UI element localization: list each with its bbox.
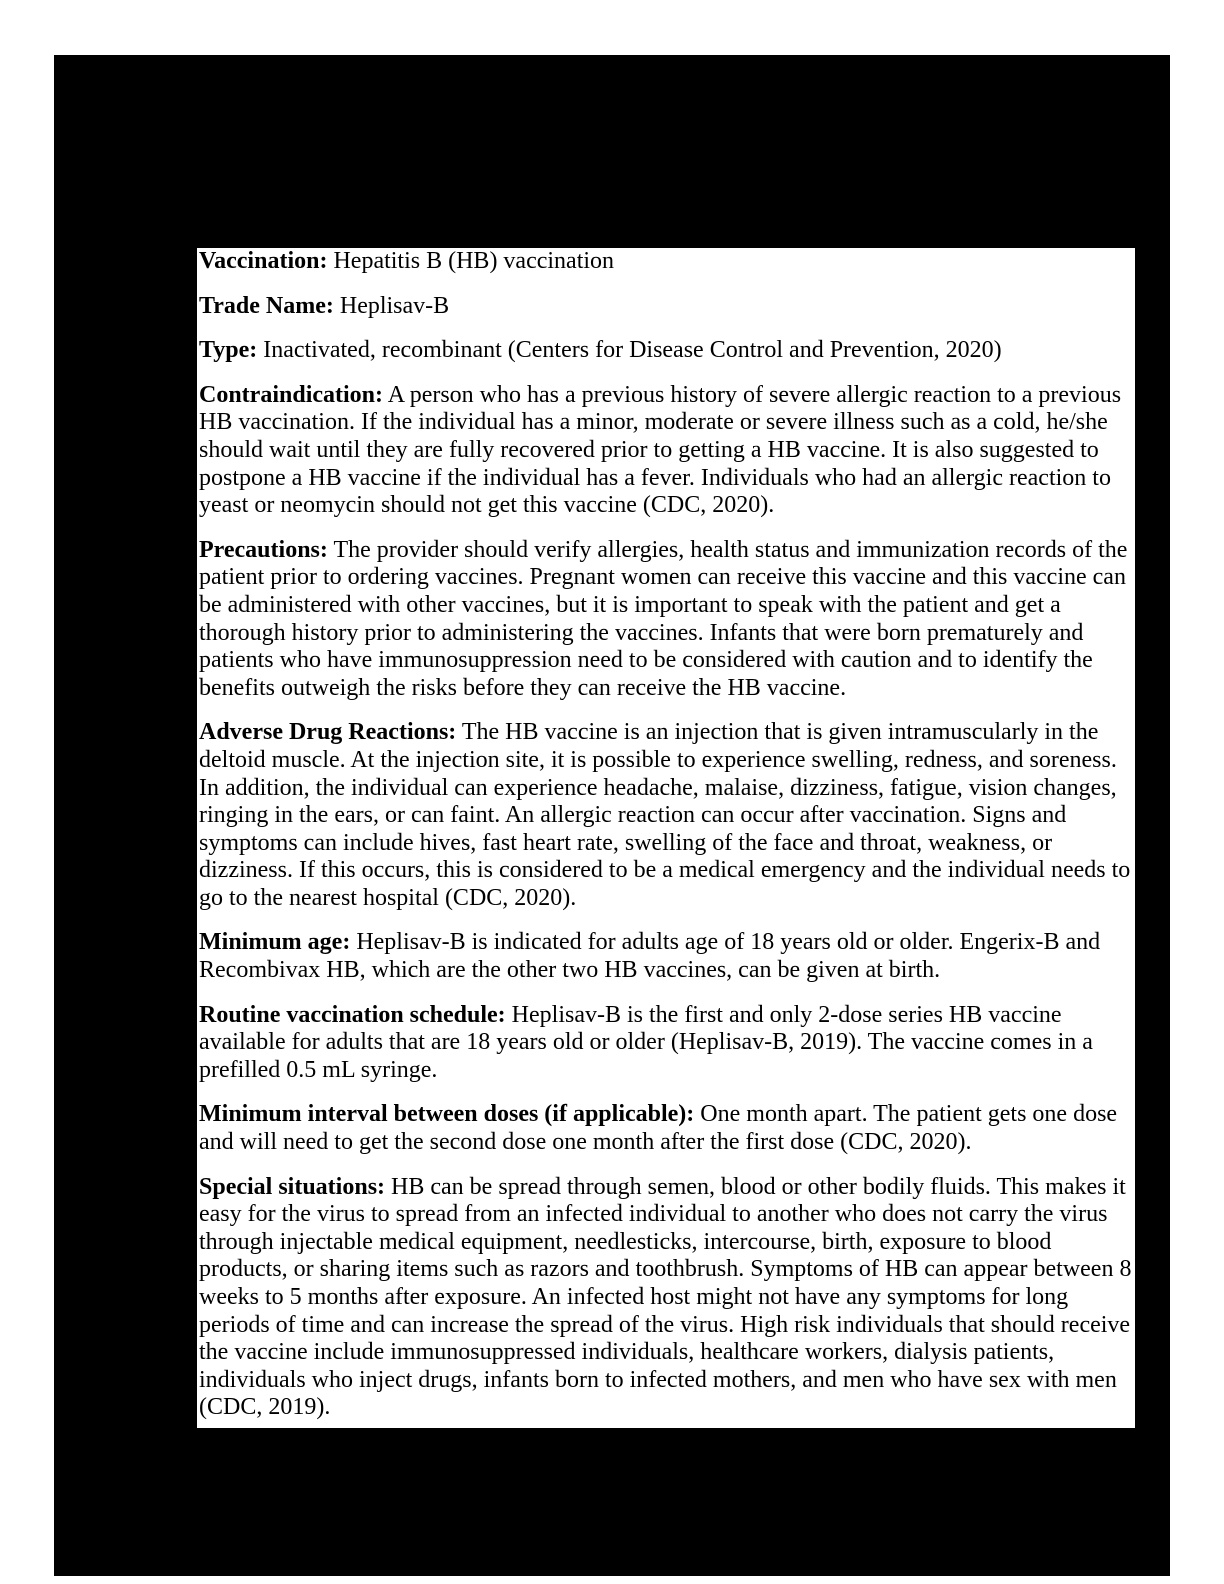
- paragraph-type: [199, 337, 1135, 365]
- page-dark-background: [54, 55, 1170, 1576]
- paragraph-text: The HB vaccine is an injection that is given intramuscularly in the deltoid muscle. At the injection site, it is possible to experience swelling, redness, and soreness. In addition, the individual can experience headache, malaise, dizziness, fatigue, vision changes, ringing in the ears, or can faint. An allergic reaction can occur after vaccination. Signs and symptoms can include hives, fast heart rate, swelling of the face and throat, weakness, or dizziness. If this occurs, this is considered to be a medical emergency and the individual needs to go to the nearest hospital (CDC, 2020).: [199, 719, 1131, 911]
- paragraph-label: Minimum age:: [199, 929, 351, 956]
- paragraph-trade-name: [199, 293, 1135, 321]
- paragraph-special-situations: [199, 1174, 1135, 1422]
- paragraph-label: Type:: [199, 337, 258, 364]
- paragraph-text: Heplisav-B: [333, 292, 450, 319]
- paragraph-label: Precautions:: [199, 536, 328, 563]
- paragraph-contraindication: [199, 382, 1135, 520]
- paragraph-adverse-drug-reactions: [199, 719, 1135, 912]
- paragraph-vaccination: [199, 248, 1135, 276]
- paragraph-label: Contraindication:: [199, 381, 384, 408]
- paragraph-text: Hepatitis B (HB) vaccination: [327, 248, 615, 274]
- paragraph-text: Heplisav-B is indicated for adults age of 18 years old or older. Engerix-B and Recombivax HB, which are the other two HB vaccines, can be given at birth.: [199, 929, 1101, 984]
- vaccine-info-text-block: [197, 248, 1135, 1428]
- paragraph-text: A person who has a previous history of severe allergic reaction to a previous HB vaccination. If the individual has a minor, moderate or severe illness such as a cold, he/she should wait until they are fully recovered prior to getting a HB vaccine. It is also suggested to postpone a HB vaccine if the individual has a fever. Individuals who had an allergic reaction to yeast or neomycin should not get this vaccine (CDC, 2020).: [199, 381, 1122, 519]
- paragraph-text: Inactivated, recombinant (Centers for Disease Control and Prevention, 2020): [257, 337, 1002, 364]
- paragraph-text: Heplisav-B is the first and only 2-dose series HB vaccine available for adults that are 18 years old or older (Heplisav-B, 2019). The vaccine comes in a prefilled 0.5 mL syringe.: [199, 1001, 1093, 1083]
- paragraph-label: Trade Name:: [199, 292, 334, 319]
- paragraph-routine-vaccination-schedule: [199, 1002, 1135, 1085]
- paragraph-precautions: [199, 537, 1135, 703]
- paragraph-label: Vaccination:: [199, 248, 328, 274]
- paragraph-text: HB can be spread through semen, blood or other bodily fluids. This makes it easy for the virus to spread from an infected individual to another who does not carry the virus through injectable medical equipment, needlesticks, intercourse, birth, exposure to blood products, or sharing items such as razors and toothbrush. Symptoms of HB can appear between 8 weeks to 5 months after exposure. An infected host might not have any symptoms for long periods of time and can increase the spread of the virus. High risk individuals that should receive the vaccine include immunosuppressed individuals, healthcare workers, dialysis patients, individuals who inject drugs, infants born to infected mothers, and men who have sex with men (CDC, 2019).: [199, 1173, 1132, 1421]
- paragraph-label: Minimum interval between doses (if applicable):: [199, 1101, 695, 1128]
- paragraph-label: Routine vaccination schedule:: [199, 1001, 506, 1028]
- paragraph-text: The provider should verify allergies, health status and immunization records of the patient prior to ordering vaccines. Pregnant women can receive this vaccine and this vaccine can be administered with other vaccines, but it is important to speak with the patient and get a thorough history prior to administering the vaccines. Infants that were born prematurely and patients who have immunosuppression need to be considered with caution and to identify the benefits outweigh the risks before they can receive the HB vaccine.: [199, 536, 1128, 701]
- paragraph-label: Special situations:: [199, 1173, 386, 1200]
- paragraph-text: One month apart. The patient gets one dose and will need to get the second dose one month after the first dose (CDC, 2020).: [199, 1101, 1118, 1156]
- paragraph-minimum-interval-between-doses: [199, 1101, 1135, 1156]
- paragraph-label: Adverse Drug Reactions:: [199, 719, 457, 746]
- paragraph-minimum-age: [199, 929, 1135, 984]
